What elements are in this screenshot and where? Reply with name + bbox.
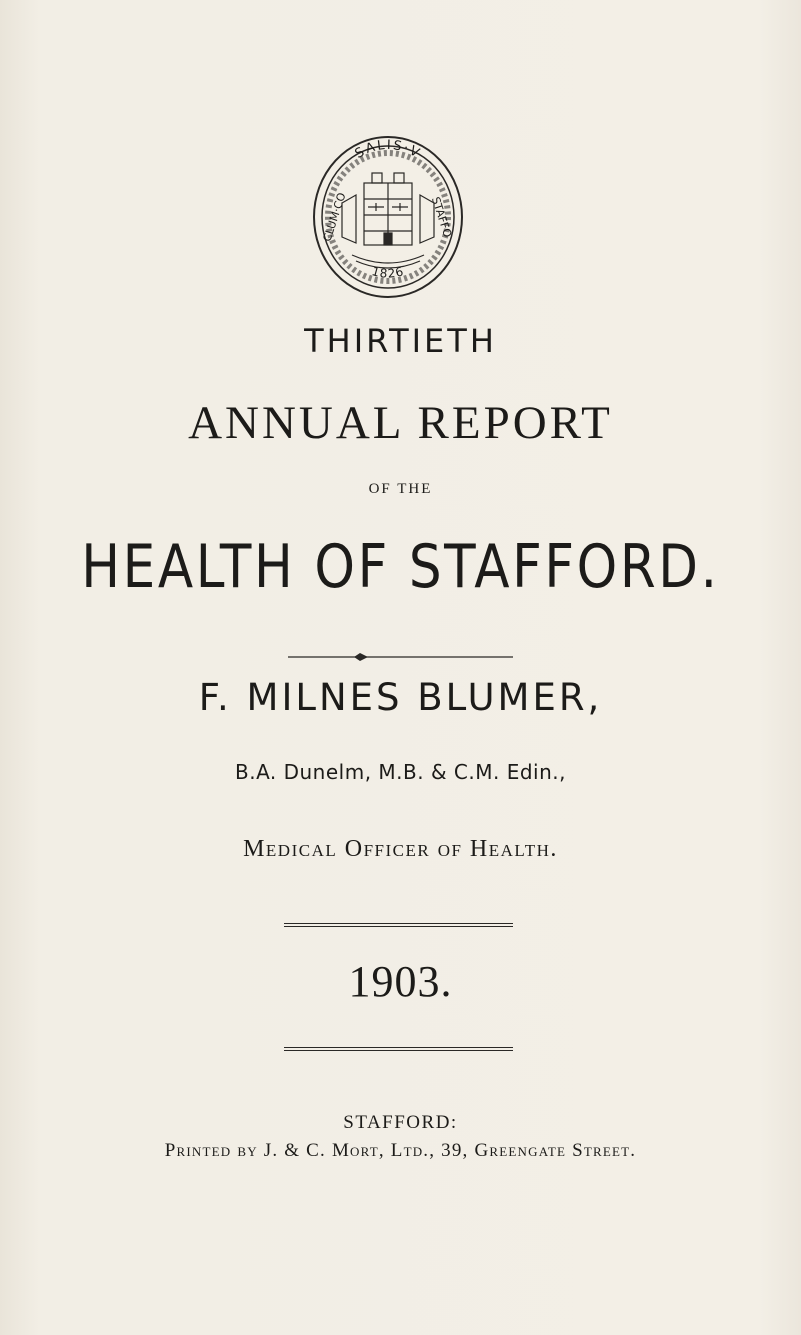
double-rule-top [284, 923, 513, 929]
seal-right-text: STAFFO [428, 195, 455, 239]
author-role: Medical Officer of Health. [243, 836, 558, 862]
author-name: F. MILNES BLUMER, [198, 676, 603, 719]
imprint-printer: Printed by J. & C. Mort, Ltd., 39, Greengate Street. [164, 1140, 637, 1161]
seal-year-text: 1826 [370, 264, 406, 281]
seal-top-text: SALIS·V [352, 137, 424, 162]
report-subject: HEALTH OF STAFFORD. [81, 532, 720, 602]
report-ordinal: THIRTIETH [304, 322, 497, 360]
diamond-rule-ornament [288, 650, 513, 664]
report-title: ANNUAL REPORT [188, 397, 613, 449]
imprint-place: STAFFORD: [343, 1112, 458, 1133]
author-degrees: B.A. Dunelm, M.B. & C.M. Edin., [234, 760, 566, 784]
report-connector: OF THE [368, 481, 433, 497]
report-year: 1903. [348, 957, 453, 1006]
double-rule-bottom [284, 1047, 513, 1053]
stafford-seal-icon [312, 133, 464, 301]
seal-left-text: CLUM·CO [320, 191, 349, 244]
